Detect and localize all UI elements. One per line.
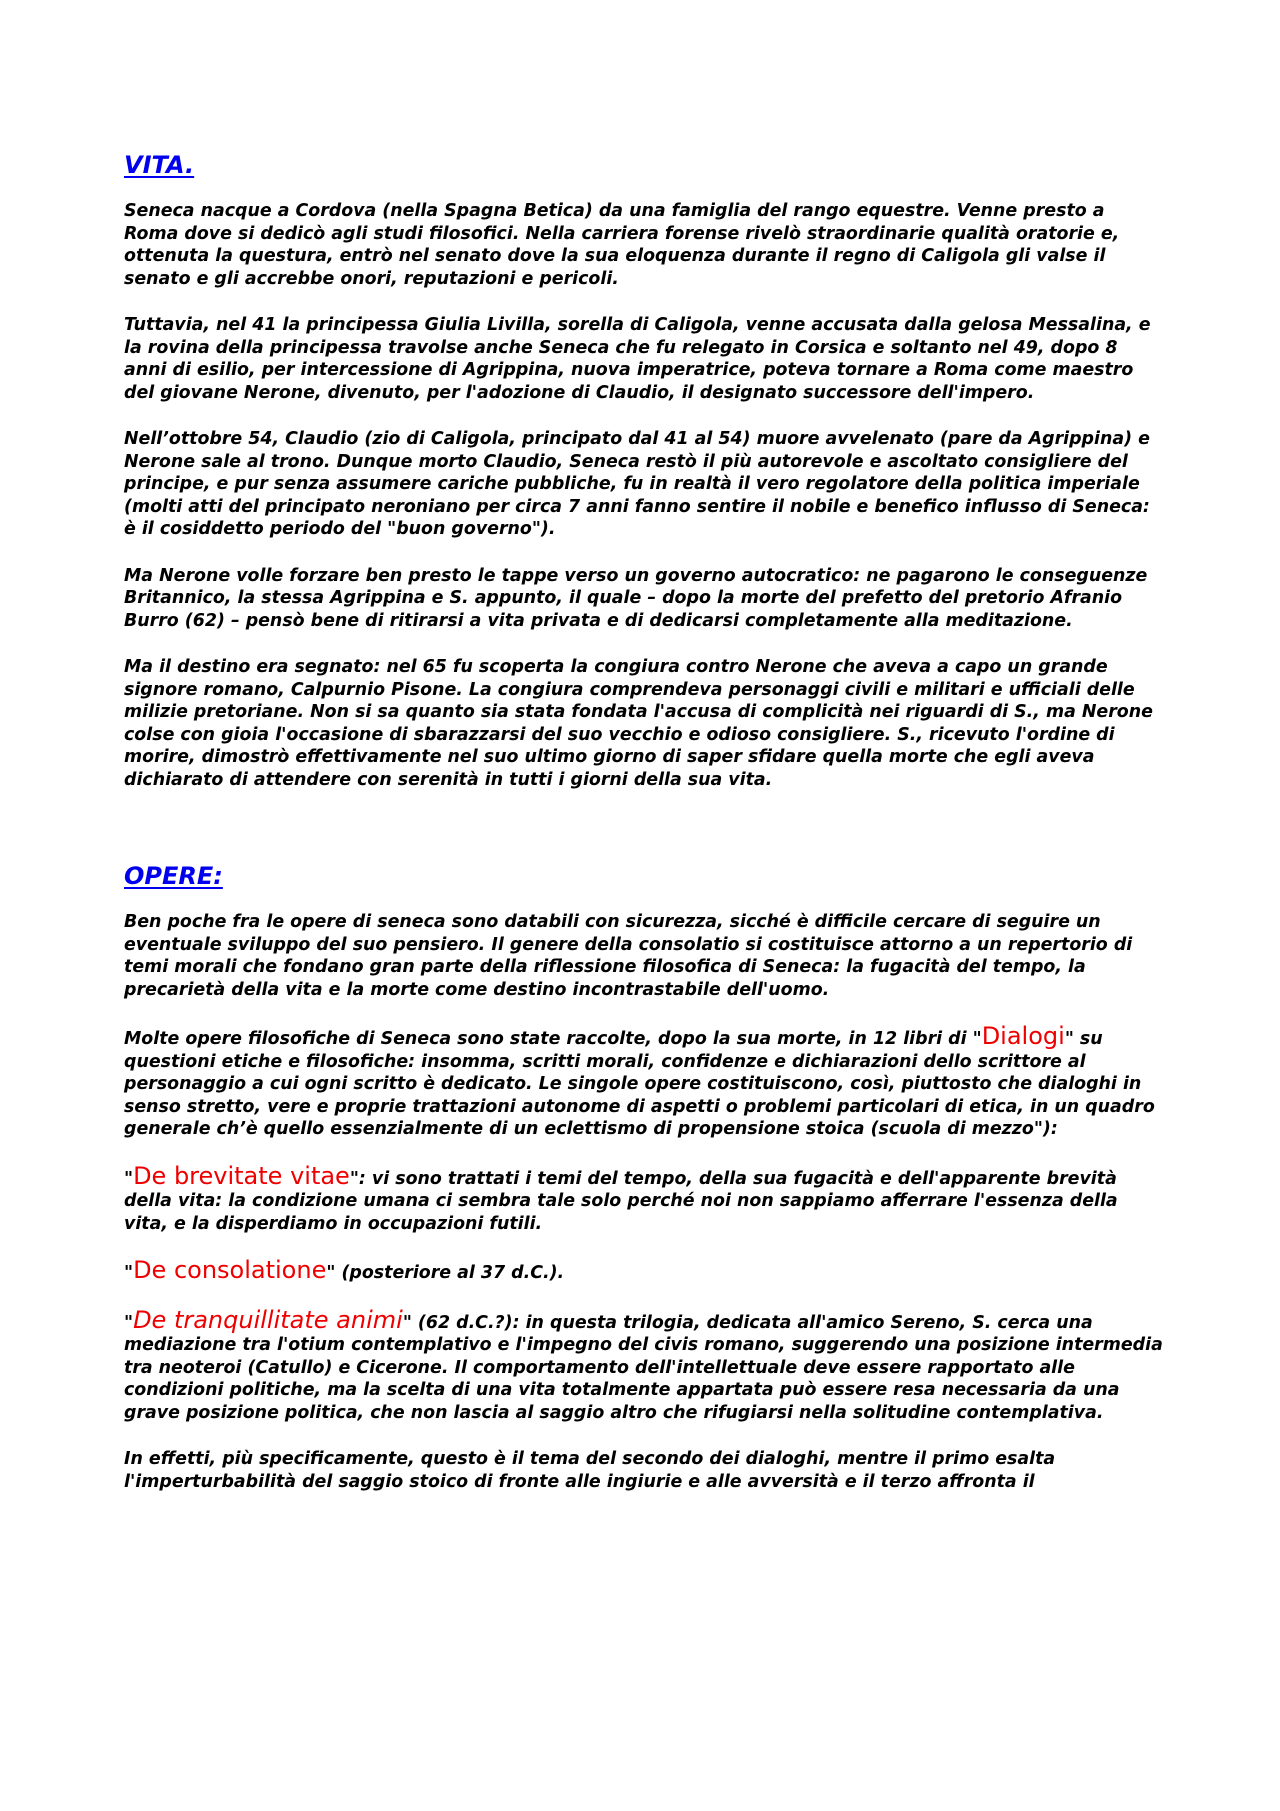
brevitate-paragraph bbox=[124, 1161, 1164, 1236]
vita-paragraph-3: Nell’ottobre 54, Claudio (zio di Caligola, principato dal 41 al 54) muore avvelenato (pare da Agrippina) e Nerone sale al trono. Dunque morto Claudio, Seneca restò il più autorevole e ascoltato consigliere del principe, e pur senza assumere cariche pubbliche, fu in realtà il vero regolatore della politica imperiale (molti atti del principato neroniano per circa 7 anni fanno sentire il nobile e benefico influsso di Seneca: è il cosiddetto periodo del "buon governo"). bbox=[124, 429, 1150, 539]
document-page bbox=[124, 150, 1164, 1517]
tranquillitate-title: De tranquillitate animi bbox=[133, 1305, 403, 1334]
tranquillitate-post-text: " (62 d.C.?): in questa trilogia, dedicata all'amico Sereno, S. cerca una mediazione tra l'otium contemplativo e l'impegno del civis romano, suggerendo una posizione intermedia tra neoteroi (Catullo) e Cicerone. Il comportamento dell'intellettuale deve essere rapportato alle condizioni politiche, ma la scelta di una vita totalmente appartata può essere resa necessaria da una grave posizione politica, che non lascia al saggio altro che rifugiarsi nella solitudine contemplativa. bbox=[124, 1312, 1163, 1423]
vita-paragraph-4: Ma Nerone volle forzare ben presto le tappe verso un governo autocratico: ne pagarono le conseguenze Britannico, la stessa Agrippina e S. appunto, il quale – dopo la morte del prefetto del pretorio Afranio Burro (62) – pensò bene di ritirarsi a vita privata e di dedicarsi completamente alla meditazione. bbox=[124, 565, 1148, 631]
consolatione-title: De consolatione bbox=[133, 1256, 327, 1284]
vita-heading: VITA. bbox=[124, 151, 195, 179]
tranquillitate-paragraph bbox=[124, 1305, 1164, 1425]
opere-heading: OPERE: bbox=[124, 862, 223, 890]
consolatione-open-quote: " bbox=[124, 1263, 134, 1283]
vita-paragraph-5: Ma il destino era segnato: nel 65 fu scoperta la congiura contro Nerone che aveva a capo un grande signore romano, Calpurnio Pisone. La congiura comprendeva personaggi civili e militari e ufficiali delle milizie pretoriane. Non si sa quanto sia stata fondata l'accusa di complicità nei riguardi di S., ma Nerone colse con gioia l'occasione di sbarazzarsi del suo vecchio e odioso consigliere. S., ricevuto l'ordine di morire, dimostrò effettivamente nel suo ultimo giorno di saper sfidare quella morte che egli aveva dichiarato di attendere con serenità in tutti i giorni della sua vita. bbox=[124, 657, 1153, 790]
vita-paragraph-1: Seneca nacque a Cordova (nella Spagna Betica) da una famiglia del rango equestre. Venne presto a Roma dove si dedicò agli studi filosofici. Nella carriera forense rivelò straordinarie qualità oratorie e, ottenuta la questura, entrò nel senato dove la sua eloquenza durante il regno di Caligola gli valse il senato e gli accrebbe onori, reputazioni e pericoli. bbox=[124, 201, 1120, 289]
final-paragraph: In effetti, più specificamente, questo è il tema del secondo dei dialoghi, mentre il primo esalta l'imperturbabilità del saggio stoico di fronte alle ingiurie e alle avversità e il terzo affronta il bbox=[124, 1449, 1056, 1492]
dialogi-title: Dialogi bbox=[981, 1022, 1065, 1050]
tranquillitate-open-quote: " bbox=[124, 1312, 134, 1333]
brevitate-post-text: ": vi sono trattati i temi del tempo, della sua fugacità e dell'apparente brevità della vita: la condizione umana ci sembra tale solo perché noi non sappiamo afferrare l'essenza della vita, e la disperdiamo in occupazioni futili. bbox=[124, 1168, 1118, 1234]
dialogi-pre-text: Molte opere filosofiche di Seneca sono state raccolte, dopo la sua morte, in 12 libri di " bbox=[124, 1029, 982, 1049]
vita-paragraph-2: Tuttavia, nel 41 la principessa Giulia Livilla, sorella di Caligola, venne accusata dalla gelosa Messalina, e la rovina della principessa travolse anche Seneca che fu relegato in Corsica e soltanto nel 49, dopo 8 anni di esilio, per intercessione di Agrippina, nuova imperatrice, poteva tornare a Roma come maestro del giovane Nerone, divenuto, per l'adozione di Claudio, il designato successore dell'impero. bbox=[124, 315, 1151, 403]
consolatione-post-text: " (posteriore al 37 d.C.). bbox=[326, 1263, 565, 1283]
dialogi-post-text: " su questioni etiche e filosofiche: insomma, scritti morali, confidenze e dichiarazioni dello scrittore al personaggio a cui ogni scritto è dedicato. Le singole opere costituiscono, così, piuttosto che dialoghi in senso stretto, vere e proprie trattazioni autonome di aspetti o problemi particolari di etica, in un quadro generale ch’è quello essenzialmente di un eclettismo di propensione stoica (scuola di mezzo"): bbox=[124, 1029, 1155, 1139]
dialogi-paragraph bbox=[124, 1022, 1164, 1141]
consolatione-paragraph bbox=[124, 1256, 1164, 1285]
brevitate-open-quote: " bbox=[124, 1168, 134, 1189]
brevitate-title: De brevitate vitae bbox=[133, 1161, 350, 1190]
opere-intro-paragraph: Ben poche fra le opere di seneca sono databili con sicurezza, sicché è difficile cercare di seguire un eventuale sviluppo del suo pensiero. Il genere della consolatio si costituisce attorno a un repertorio di temi morali che fondano gran parte della riflessione filosofica di Seneca: la fugacità del tempo, la precarietà della vita e la morte come destino incontrastabile dell'uomo. bbox=[124, 912, 1133, 1000]
